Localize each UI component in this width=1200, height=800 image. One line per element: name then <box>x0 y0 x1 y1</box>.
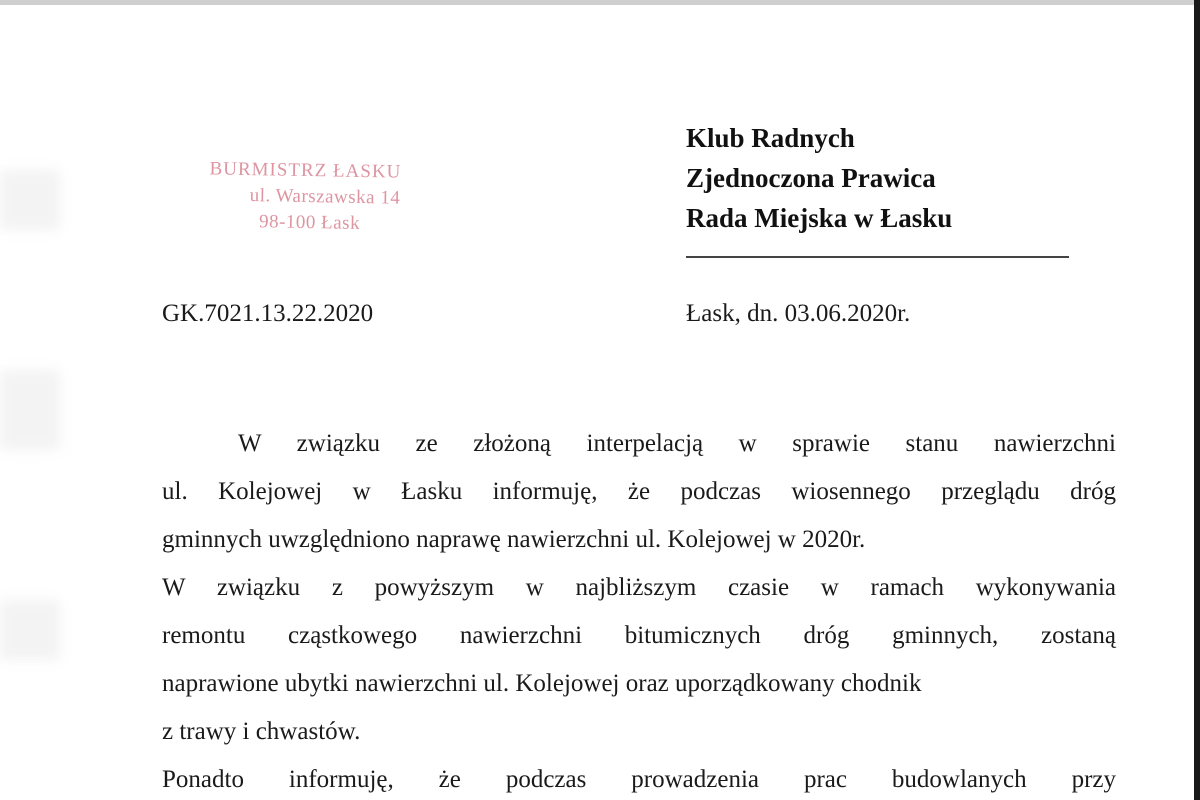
mayor-stamp <box>189 156 420 238</box>
stamp-street: ul. Warszawska 14 <box>249 185 401 209</box>
body-line: z trawy i chwastów. <box>162 718 361 745</box>
scan-smudge <box>0 600 60 660</box>
body-line: ul. Kolejowej w Łasku informuję, że podczas wiosennego przeglądu dróg <box>162 478 1116 505</box>
recipient-line-1: Klub Radnych <box>686 123 855 153</box>
scan-top-edge <box>0 0 1200 5</box>
scan-smudge <box>0 170 60 230</box>
place-and-date: Łask, dn. 03.06.2020r. <box>686 300 911 327</box>
body-line: W związku ze złożoną interpelacją w sprawie stanu nawierzchni <box>238 430 1116 457</box>
recipient-underline <box>686 256 1069 258</box>
recipient-line-2: Zjednoczona Prawica <box>686 163 936 193</box>
recipient-line-3: Rada Miejska w Łasku <box>686 203 953 233</box>
scan-smudge <box>0 370 60 450</box>
letter-body <box>162 420 1116 800</box>
reference-number: GK.7021.13.22.2020 <box>162 300 374 327</box>
stamp-postcode: 98-100 Łask <box>258 211 361 234</box>
body-line: remontu cząstkowego nawierzchni bitumicznych dróg gminnych, zostaną <box>162 622 1116 649</box>
body-line: naprawione ubytki nawierzchni ul. Kolejowej oraz uporządkowany chodnik <box>162 670 922 697</box>
body-line: W związku z powyższym w najbliższym czasie w ramach wykonywania <box>162 574 1116 601</box>
body-line: gminnych uwzględniono naprawę nawierzchni ul. Kolejowej w 2020r. <box>162 526 866 553</box>
stamp-title: BURMISTRZ ŁASKU <box>209 158 402 183</box>
scan-right-edge <box>1194 0 1200 800</box>
body-line: Ponadto informuję, że podczas prowadzenia prac budowlanych przy <box>162 766 1116 793</box>
recipient-block <box>686 118 952 238</box>
